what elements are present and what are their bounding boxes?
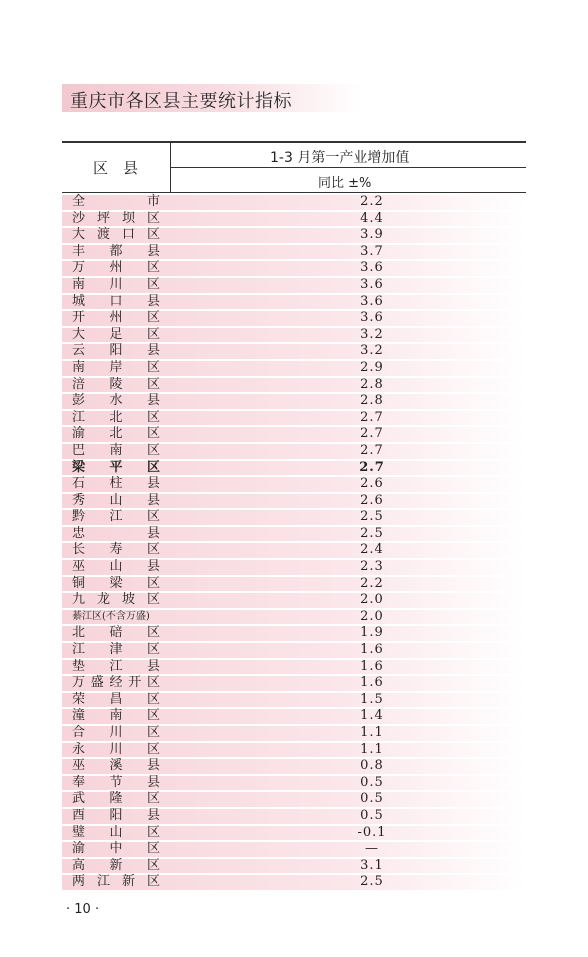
district-name-char: 区 [146, 442, 160, 458]
district-name-char: 口 [121, 227, 135, 243]
column-header-district: 区 县 [93, 159, 139, 177]
table-row [62, 310, 526, 327]
district-name-char: 昌 [109, 691, 123, 707]
district-name-char: 高 [72, 857, 86, 873]
district-name-char: 寿 [109, 542, 123, 558]
district-name [72, 559, 160, 576]
district-name-char: 綦江区(不含万盛) [72, 610, 150, 622]
growth-value: 2.7 [359, 459, 385, 475]
district-name [72, 808, 160, 825]
district-name-char: 柱 [109, 476, 123, 492]
district-name-char: 涪 [72, 376, 86, 392]
district-name [72, 343, 160, 360]
district-name [72, 542, 160, 559]
table-row [62, 742, 526, 759]
district-name-char: 潼 [72, 708, 86, 724]
district-name-char: 阳 [109, 343, 123, 359]
district-name [72, 460, 160, 477]
district-name-char: 新 [121, 874, 135, 890]
district-name [72, 211, 160, 228]
district-name [72, 708, 160, 725]
table-row [62, 542, 526, 559]
district-name-char: 区 [146, 459, 160, 475]
district-name-char: 北 [72, 625, 86, 641]
district-name-char: 巫 [72, 758, 86, 774]
growth-value: 3.2 [360, 326, 384, 342]
district-name [72, 576, 160, 593]
district-name-char: 北 [109, 426, 123, 442]
district-name-char: 区 [146, 575, 160, 591]
district-name-char: 南 [109, 442, 123, 458]
district-name-char: 区 [146, 874, 160, 890]
district-name-char: 都 [109, 243, 123, 259]
district-name-char: 石 [72, 476, 86, 492]
district-name-char: 江 [72, 642, 86, 658]
growth-value: 2.3 [360, 559, 384, 575]
growth-value: 2.4 [360, 542, 384, 558]
district-name-char: 区 [146, 276, 160, 292]
district-name-char: 酉 [72, 807, 86, 823]
table-row [62, 260, 526, 277]
district-name-char: 县 [146, 476, 160, 492]
district-name-char: 奉 [72, 774, 86, 790]
table-row [62, 377, 526, 394]
district-name-char: 忠 [72, 525, 86, 541]
table-row [62, 410, 526, 427]
district-name-char: 区 [146, 741, 160, 757]
district-name [72, 825, 160, 842]
growth-value: 2.8 [360, 376, 384, 392]
district-name-char: 新 [109, 857, 123, 873]
district-name-char: 区 [146, 642, 160, 658]
district-name [72, 625, 160, 642]
growth-value: 2.6 [360, 492, 384, 508]
growth-value: 1.5 [360, 691, 384, 707]
district-name [72, 426, 160, 443]
table-top-rule [62, 141, 526, 143]
district-name-char: 秀 [72, 492, 86, 508]
growth-value: 3.2 [360, 343, 384, 359]
district-name-char: 足 [109, 326, 123, 342]
table-row [62, 460, 526, 477]
table-row [62, 393, 526, 410]
district-name-char: 大 [72, 227, 86, 243]
table-row [62, 609, 526, 626]
district-name [72, 509, 160, 526]
district-name [72, 841, 160, 858]
table-row [62, 244, 526, 261]
district-name-char: 垫 [72, 658, 86, 674]
district-name-char: 长 [72, 542, 86, 558]
district-name [72, 310, 160, 327]
table-row [62, 476, 526, 493]
table-row [62, 426, 526, 443]
table-row [62, 775, 526, 792]
growth-value: 2.2 [360, 575, 384, 591]
district-name-char: 璧 [72, 824, 86, 840]
district-name-char: 县 [146, 293, 160, 309]
district-name-char: 县 [146, 559, 160, 575]
district-name-char: 县 [146, 492, 160, 508]
data-table [62, 194, 526, 891]
table-row [62, 576, 526, 593]
district-name-char: 渝 [72, 426, 86, 442]
district-name [72, 360, 160, 377]
district-name [72, 725, 160, 742]
district-name-char: 山 [109, 492, 123, 508]
growth-value: 2.6 [360, 476, 384, 492]
district-name [72, 742, 160, 759]
district-name-char: 城 [72, 293, 86, 309]
growth-value: 3.6 [360, 293, 384, 309]
district-name-char: 市 [146, 194, 160, 209]
district-name-char: 全 [72, 194, 86, 209]
growth-value: 4.4 [360, 210, 384, 226]
table-row [62, 360, 526, 377]
growth-value: 3.7 [360, 243, 384, 259]
growth-value: 3.1 [360, 857, 384, 873]
table-row [62, 211, 526, 228]
district-name [72, 858, 160, 875]
district-name [72, 775, 160, 792]
district-name-char: 县 [146, 343, 160, 359]
district-name-char: 区 [146, 210, 160, 226]
district-name-char: 县 [146, 525, 160, 541]
district-name-char: 九 [72, 592, 86, 608]
column-header-yoy: 同比 ±% [318, 176, 372, 191]
district-name-char: 县 [146, 774, 160, 790]
district-name-char: 区 [146, 376, 160, 392]
district-name-char: 梁 [72, 459, 86, 475]
district-name [72, 791, 160, 808]
district-name-char: 大 [72, 326, 86, 342]
district-name-char: 区 [146, 227, 160, 243]
growth-value: 2.9 [360, 359, 384, 375]
growth-value: 0.5 [360, 774, 384, 790]
district-name [72, 410, 160, 427]
district-name-char: 永 [72, 741, 86, 757]
district-name-char: 碚 [109, 625, 123, 641]
district-name [72, 493, 160, 510]
district-name [72, 227, 160, 244]
district-name-char: 云 [72, 343, 86, 359]
district-name-char: 南 [109, 708, 123, 724]
growth-value: 1.6 [360, 642, 384, 658]
district-name-char: 经 [109, 675, 123, 691]
table-row [62, 194, 526, 211]
district-name [72, 609, 160, 626]
table-row [62, 758, 526, 775]
district-name [72, 758, 160, 775]
table-row [62, 592, 526, 609]
district-name-char: 开 [72, 310, 86, 326]
growth-value: 2.5 [360, 509, 384, 525]
district-name-char: 区 [146, 857, 160, 873]
district-name-char: 阳 [109, 807, 123, 823]
district-name-char: 江 [96, 874, 110, 890]
page-title: 重庆市各区县主要统计指标 [70, 91, 292, 112]
district-name-char: 区 [146, 725, 160, 740]
district-name-char: 溪 [109, 758, 123, 774]
table-row [62, 509, 526, 526]
district-name-char: 梁 [109, 575, 123, 591]
district-name-char: 坡 [121, 592, 135, 608]
district-name-char: 区 [146, 359, 160, 375]
growth-value: 3.6 [360, 260, 384, 276]
district-name-char: 龙 [96, 592, 110, 608]
growth-value: 1.6 [360, 675, 384, 691]
district-name-char: 合 [72, 725, 86, 740]
district-name-char: 县 [146, 658, 160, 674]
district-name-char: 平 [109, 459, 123, 475]
district-name-char: 区 [146, 509, 160, 525]
district-name [72, 476, 160, 493]
district-name-char: 水 [109, 393, 123, 409]
district-name-char: 沙 [72, 210, 86, 226]
district-name-char: 坪 [96, 210, 110, 226]
district-name-char: 巫 [72, 559, 86, 575]
table-row [62, 675, 526, 692]
district-name-char: 荣 [72, 691, 86, 707]
table-row [62, 277, 526, 294]
growth-value: 0.5 [360, 807, 384, 823]
page-number: · 10 · [66, 902, 100, 917]
district-name-char: 山 [109, 559, 123, 575]
table-row [62, 874, 526, 891]
district-name-char: 县 [146, 393, 160, 409]
district-name-char: 岸 [109, 359, 123, 375]
header-bottom-rule [62, 192, 526, 193]
district-name-char: 两 [72, 874, 86, 890]
district-name [72, 294, 160, 311]
district-name-char: 区 [146, 592, 160, 608]
table-row [62, 825, 526, 842]
district-name [72, 592, 160, 609]
district-name-char: 江 [109, 658, 123, 674]
district-name-char: 万 [72, 675, 86, 691]
district-name-char: 铜 [72, 575, 86, 591]
table-row [62, 443, 526, 460]
district-name-char: 区 [146, 426, 160, 442]
table-row [62, 327, 526, 344]
district-name-char: 口 [109, 293, 123, 309]
header-column-divider [170, 142, 171, 192]
district-name [72, 260, 160, 277]
table-row [62, 808, 526, 825]
district-name-char: 巴 [72, 442, 86, 458]
table-row [62, 227, 526, 244]
district-name-char: 川 [109, 276, 123, 292]
district-name-char: 区 [146, 409, 160, 425]
district-name-char: 南 [72, 276, 86, 292]
district-name-char: 区 [146, 625, 160, 641]
district-name-char: 州 [109, 310, 123, 326]
district-name-char: 区 [146, 310, 160, 326]
district-name-char: 县 [146, 243, 160, 259]
growth-value: -0.1 [357, 824, 387, 840]
district-name [72, 277, 160, 294]
growth-value: — [365, 841, 379, 857]
table-row [62, 642, 526, 659]
district-name [72, 642, 160, 659]
growth-value: 2.5 [360, 525, 384, 541]
district-name-char: 武 [72, 791, 86, 807]
growth-value: 0.8 [360, 758, 384, 774]
district-name-char: 津 [109, 642, 123, 658]
table-row [62, 725, 526, 742]
table-row [62, 659, 526, 676]
table-row [62, 493, 526, 510]
growth-value: 2.7 [360, 426, 384, 442]
district-name-char: 川 [109, 741, 123, 757]
district-name [72, 327, 160, 344]
district-name [72, 675, 160, 692]
growth-value: 1.1 [360, 725, 384, 740]
column-header-primary-industry: 1-3 月第一产业增加值 [270, 150, 410, 166]
table-row [62, 559, 526, 576]
growth-value: 2.2 [360, 194, 384, 209]
growth-value: 2.0 [360, 608, 384, 624]
district-name-char: 区 [146, 791, 160, 807]
district-name-char: 江 [109, 509, 123, 525]
district-name-char: 开 [128, 675, 142, 691]
table-row [62, 841, 526, 858]
district-name-char: 北 [109, 409, 123, 425]
district-name [72, 393, 160, 410]
district-name-char: 山 [109, 824, 123, 840]
table-row [62, 625, 526, 642]
district-name-char: 丰 [72, 243, 86, 259]
district-name [72, 443, 160, 460]
table-row [62, 526, 526, 543]
district-name-char: 盛 [90, 675, 104, 691]
district-name-char: 州 [109, 260, 123, 276]
district-name-char: 渝 [72, 841, 86, 857]
growth-value: 3.9 [360, 227, 384, 243]
district-name-char: 节 [109, 774, 123, 790]
table-row [62, 791, 526, 808]
district-name-char: 黔 [72, 509, 86, 525]
district-name-char: 区 [146, 542, 160, 558]
district-name-char: 区 [146, 691, 160, 707]
district-name [72, 659, 160, 676]
district-name-char: 坝 [121, 210, 135, 226]
district-name-char: 江 [72, 409, 86, 425]
district-name [72, 194, 160, 211]
district-name-char: 隆 [109, 791, 123, 807]
district-name-char: 中 [109, 841, 123, 857]
district-name-char: 区 [146, 326, 160, 342]
growth-value: 2.7 [360, 409, 384, 425]
header-mid-rule [170, 167, 526, 168]
growth-value: 1.9 [360, 625, 384, 641]
district-name [72, 692, 160, 709]
growth-value: 1.1 [360, 741, 384, 757]
table-row [62, 858, 526, 875]
district-name-char: 县 [146, 807, 160, 823]
growth-value: 2.0 [360, 592, 384, 608]
district-name [72, 244, 160, 261]
growth-value: 1.4 [360, 708, 384, 724]
district-name-char: 万 [72, 260, 86, 276]
growth-value: 3.6 [360, 310, 384, 326]
growth-value: 2.7 [360, 442, 384, 458]
district-name-char: 陵 [109, 376, 123, 392]
district-name-char: 渡 [96, 227, 110, 243]
district-name-char: 彭 [72, 393, 86, 409]
district-name-char: 区 [146, 708, 160, 724]
district-name-char: 区 [146, 260, 160, 276]
table-row [62, 708, 526, 725]
table-row [62, 692, 526, 709]
growth-value: 1.6 [360, 658, 384, 674]
district-name-char: 南 [72, 359, 86, 375]
district-name-char: 区 [146, 824, 160, 840]
growth-value: 0.5 [360, 791, 384, 807]
table-row [62, 294, 526, 311]
growth-value: 2.5 [360, 874, 384, 890]
district-name [72, 526, 160, 543]
district-name-char: 区 [146, 675, 160, 691]
table-row [62, 343, 526, 360]
growth-value: 3.6 [360, 276, 384, 292]
district-name [72, 874, 160, 891]
district-name [72, 377, 160, 394]
growth-value: 2.8 [360, 393, 384, 409]
district-name-char: 区 [146, 841, 160, 857]
district-name-char: 县 [146, 758, 160, 774]
district-name-char: 川 [109, 725, 123, 740]
